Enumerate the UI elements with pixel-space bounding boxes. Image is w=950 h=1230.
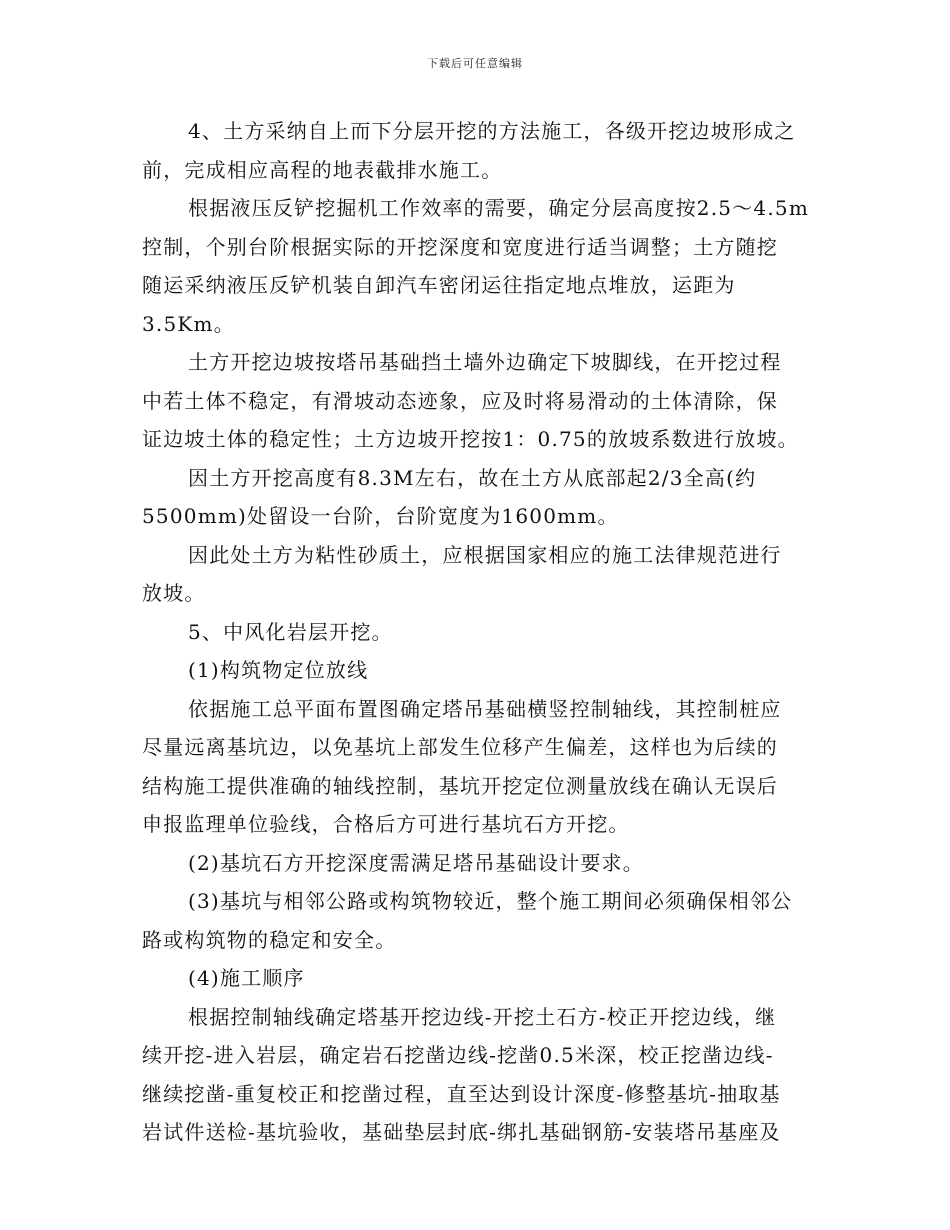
text-line: 申报监理单位验线，合格后方可进行基坑石方开挖。 [142, 812, 630, 836]
text-line: 证边坡土体的稳定性；土方边坡开挖按1：0.75的放坡系数进行放坡。 [142, 427, 799, 451]
text-line: 路或构筑物的稳定和安全。 [142, 927, 397, 952]
text-line: 3.5Km。 [142, 311, 235, 336]
text-line: 继续挖凿-重复校正和挖凿过程，直至达到设计深度-修整基坑-抽取基 [142, 1081, 781, 1106]
text-line: (3)基坑与相邻公路或构筑物较近，整个施工期间必须确保相邻公 [188, 889, 793, 913]
text-line: 5500mm)处留设一台阶，台阶宽度为1600mm。 [142, 504, 619, 528]
text-line: 因此处土方为粘性砂质土，应根据国家相应的施工法律规范进行 [188, 542, 782, 567]
header-note: 下载后可任意编辑 [427, 57, 523, 70]
text-line: 5、中风化岩层开挖。 [188, 619, 393, 644]
text-line: 续开挖-进入岩层，确定岩石挖凿边线-挖凿0.5米深，校正挖凿边线- [142, 1043, 774, 1067]
text-line: 依据施工总平面布置图确定塔吊基础横竖控制轴线，其控制桩应 [188, 696, 782, 721]
text-line: 结构施工提供准确的轴线控制，基坑开挖定位测量放线在确认无误后 [142, 773, 778, 798]
text-line: 控制，个别台阶根据实际的开挖深度和宽度进行适当调整；土方随挖 [142, 234, 778, 259]
text-line: (1)构筑物定位放线 [188, 658, 369, 682]
text-line: 4、土方采纳自上而下分层开挖的方法施工，各级开挖边坡形成之 [188, 119, 796, 143]
text-line: 随运采纳液压反铲机装自卸汽车密闭运往指定地点堆放，运距为 [142, 273, 736, 297]
document-body [142, 112, 812, 1152]
text-line: 根据控制轴线确定塔基开挖边线-开挖土石方-校正开挖边线，继 [188, 1004, 777, 1029]
text-line: 前，完成相应高程的地表截排水施工。 [142, 157, 503, 182]
text-line: 因土方开挖高度有8.3M左右，故在土方从底部起2/3全高(约 [188, 465, 757, 490]
text-line: 尽量远离基坑边，以免基坑上部发生位移产生偏差，这样也为后续的 [142, 735, 778, 759]
text-line: 土方开挖边坡按塔吊基础挡土墙外边确定下坡脚线，在开挖过程 [188, 350, 782, 374]
text-line: 岩试件送检-基坑验收，基础垫层封底-绑扎基础钢筋-安装塔吊基座及 [142, 1120, 781, 1144]
text-line: (4)施工顺序 [188, 966, 305, 990]
text-line: 放坡。 [142, 581, 206, 605]
text-line: (2)基坑石方开挖深度需满足塔吊基础设计要求。 [188, 850, 644, 875]
text-line: 中若土体不稳定，有滑坡动态迹象，应及时将易滑动的土体清除，保 [142, 388, 778, 413]
text-line: 根据液压反铲挖掘机工作效率的需要，确定分层高度按2.5～4.5m [188, 196, 809, 220]
